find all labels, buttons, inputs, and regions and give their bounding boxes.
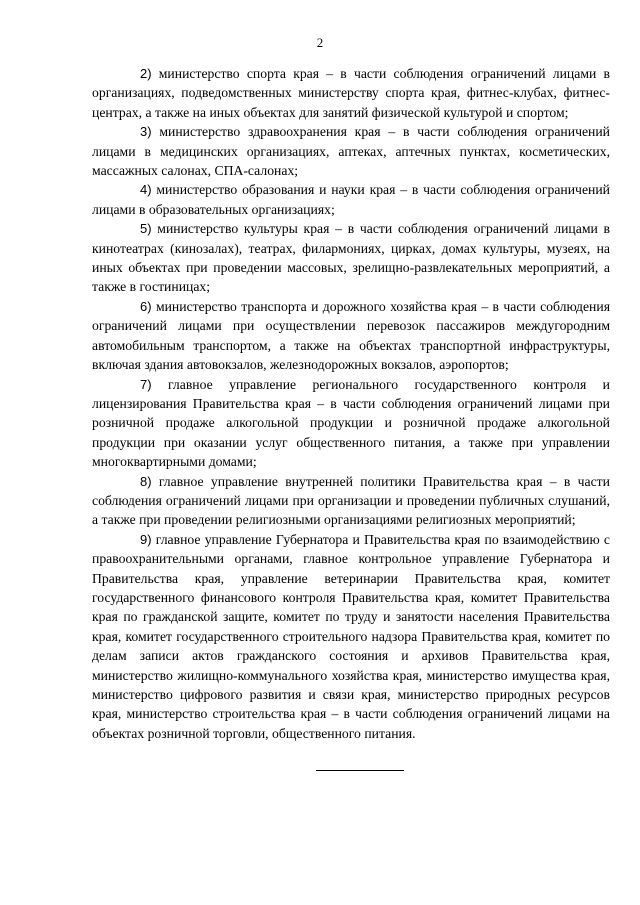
document-body [92,64,610,743]
item-text: министерство образования и науки края – в части соблюдения ограничений лицами в образовательных организациях; [92,182,610,217]
list-item-4 [92,180,610,219]
item-number: 6) [140,298,152,314]
list-item-7 [92,375,610,472]
list-item-2 [92,64,610,122]
end-separator-line [316,770,404,771]
list-item-3 [92,122,610,180]
page-number: 2 [316,35,324,50]
item-number: 2) [140,66,152,81]
item-number: 4) [140,182,152,198]
item-number: 8) [140,473,152,489]
item-text: главное управление внутренней политики Правительства края – в части соблюдения ограничений лицами при организации и проведении публичных слушаний, а также при проведении религиозными организациями религиозных мероприятий; [92,473,610,528]
item-text: министерство культуры края – в части соблюдения ограничений лицами в кинотеатрах (кинозалах), театрах, филармониях, цирках, домах культуры, музеях, на иных объектах при проведении массовых, зрелищно-развлекательных мероприятий, а также в гостиницах; [92,221,610,295]
item-text: министерство здравоохранения края – в части соблюдения ограничений лицами в медицинских организациях, аптеках, аптечных пунктах, косметических, массажных салонах, СПА-салонах; [92,124,610,179]
item-text: министерство транспорта и дорожного хозяйства края – в части соблюдения ограничений лицами при осуществлении перевозок пассажиров междугородним автомобильным транспортом, а также на объектах транспортной инфраструктуры, включая здания автовокзалов, железнодорожных вокзалов, аэропортов; [92,298,610,373]
list-item-6 [92,297,610,375]
list-item-9 [92,530,610,743]
list-item-8 [92,472,610,530]
item-number: 5) [140,221,152,237]
item-text: главное управление регионального государственного контроля и лицензирования Правительства края – в части соблюдения ограничений лицами при розничной продаже алкогольной продукции и розничной продаже алкогольной продукции при оказании услуг общественного питания, а также при управлении многоквартирными домами; [92,376,610,470]
item-text: министерство спорта края – в части соблюдения ограничений лицами в организациях, подведомственных министерству спорта края, фитнес-клубах, фитнес-центрах, а также на иных объектах для занятий физической культурой и спортом; [92,66,610,120]
item-number: 7) [140,376,152,392]
item-text: главное управление Губернатора и Правительства края по взаимодействию с правоохранительными органами, главное контрольное управление Губернатора и Правительства края, управление ветеринарии Правительства края, комитет государственного финансового контроля Правительства края, комитет Правительства края по гражданской защите, комитет по труду и занятости населения Правительства края, комитет государственного строительного надзора Правительства края, комитет по делам записи актов гражданского состояния и архивов Правительства края, министерство жилищно-коммунального хозяйства края, министерство имущества края, министерство цифрового развития и связи края, министерство природных ресурсов края, министерство строительства края – в части соблюдения ограничений лицами на объектах розничной торговли, общественного питания. [92,531,610,741]
item-number: 9) [140,531,152,547]
item-number: 3) [140,124,152,140]
list-item-5 [92,219,610,297]
